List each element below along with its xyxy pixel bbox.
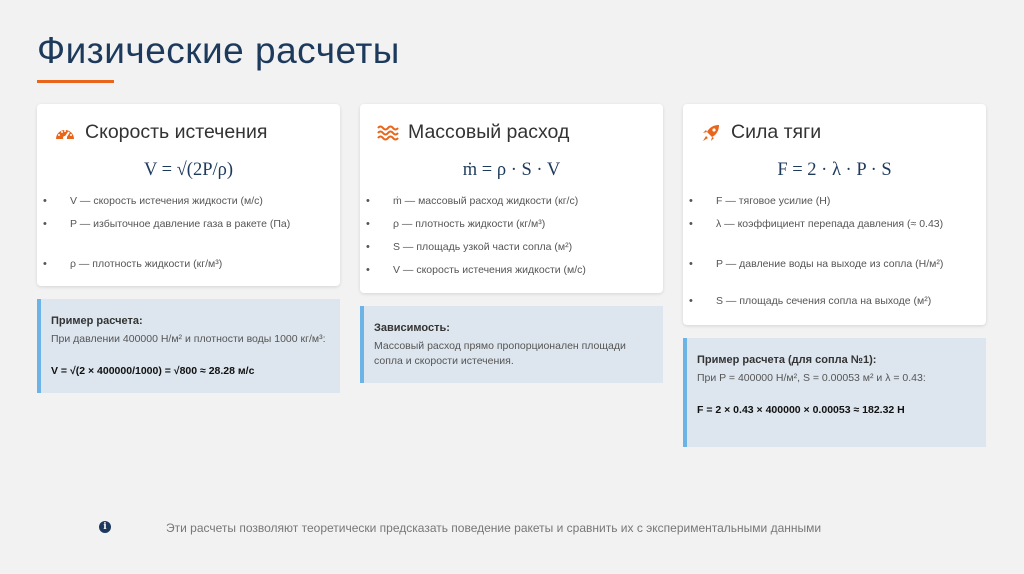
definition-item: • ṁ — массовый расход жидкости (кг/с) — [393, 195, 578, 207]
gauge-icon — [54, 122, 76, 144]
box-title: Зависимость: — [374, 322, 450, 334]
box-formula: F = 2 × 0.43 × 400000 × 0.00053 ≈ 182.32 Н — [697, 404, 905, 416]
card-heading: Сила тяги — [731, 121, 822, 143]
card-thrust — [683, 104, 986, 325]
box-text: При давлении 400000 Н/м² и плотности воды 1000 кг/м³: — [51, 333, 326, 345]
dependency-box — [360, 306, 663, 383]
formula: F = 2 · λ · P · S — [777, 160, 892, 180]
example-box — [37, 299, 340, 393]
definition-item: • λ — коэффициент перепада давления (≈ 0.43) — [716, 218, 943, 230]
footer-note — [0, 514, 1024, 542]
definition-item: • S — площадь сечения сопла на выходе (м²) — [716, 295, 931, 307]
formula: ṁ = ρ · S · V — [462, 160, 561, 180]
card-outflow-speed — [37, 104, 340, 286]
definition-item: • ρ — плотность жидкости (кг/м³) — [393, 218, 545, 230]
card-mass-flow — [360, 104, 663, 293]
waves-icon — [377, 122, 399, 144]
definition-item: • V — скорость истечения жидкости (м/с) — [393, 264, 586, 276]
example-box — [683, 338, 986, 447]
card-heading: Массовый расход — [408, 121, 570, 143]
box-title: Пример расчета: — [51, 315, 143, 327]
definition-item: • P — избыточное давление газа в ракете (Па) — [70, 218, 290, 230]
info-icon: i — [99, 521, 111, 533]
formula: V = √(2P/ρ) — [143, 160, 234, 180]
definition-item: • F — тяговое усилие (Н) — [716, 195, 830, 207]
box-formula: V = √(2 × 400000/1000) = √800 ≈ 28.28 м/с — [51, 365, 255, 377]
footer-text: Эти расчеты позволяют теоретически предсказать поведение ракеты и сравнить их с экспериментальными данными — [166, 521, 822, 535]
title-underline — [37, 80, 114, 83]
definition-item: • ρ — плотность жидкости (кг/м³) — [70, 258, 222, 270]
box-text: При P = 400000 Н/м², S = 0.00053 м² и λ = 0.43: — [697, 372, 926, 384]
definition-item: • V — скорость истечения жидкости (м/с) — [70, 195, 263, 207]
page-title: Физические расчеты — [37, 30, 400, 71]
rocket-icon — [700, 122, 722, 144]
box-text: Массовый расход прямо пропорционален площади сопла и скорости истечения. — [374, 340, 626, 367]
card-heading: Скорость истечения — [85, 121, 268, 143]
definition-item: • S — площадь узкой части сопла (м²) — [393, 241, 572, 253]
box-title: Пример расчета (для сопла №1): — [697, 354, 877, 366]
definition-item: • P — давление воды на выходе из сопла (Н/м²) — [716, 258, 943, 270]
